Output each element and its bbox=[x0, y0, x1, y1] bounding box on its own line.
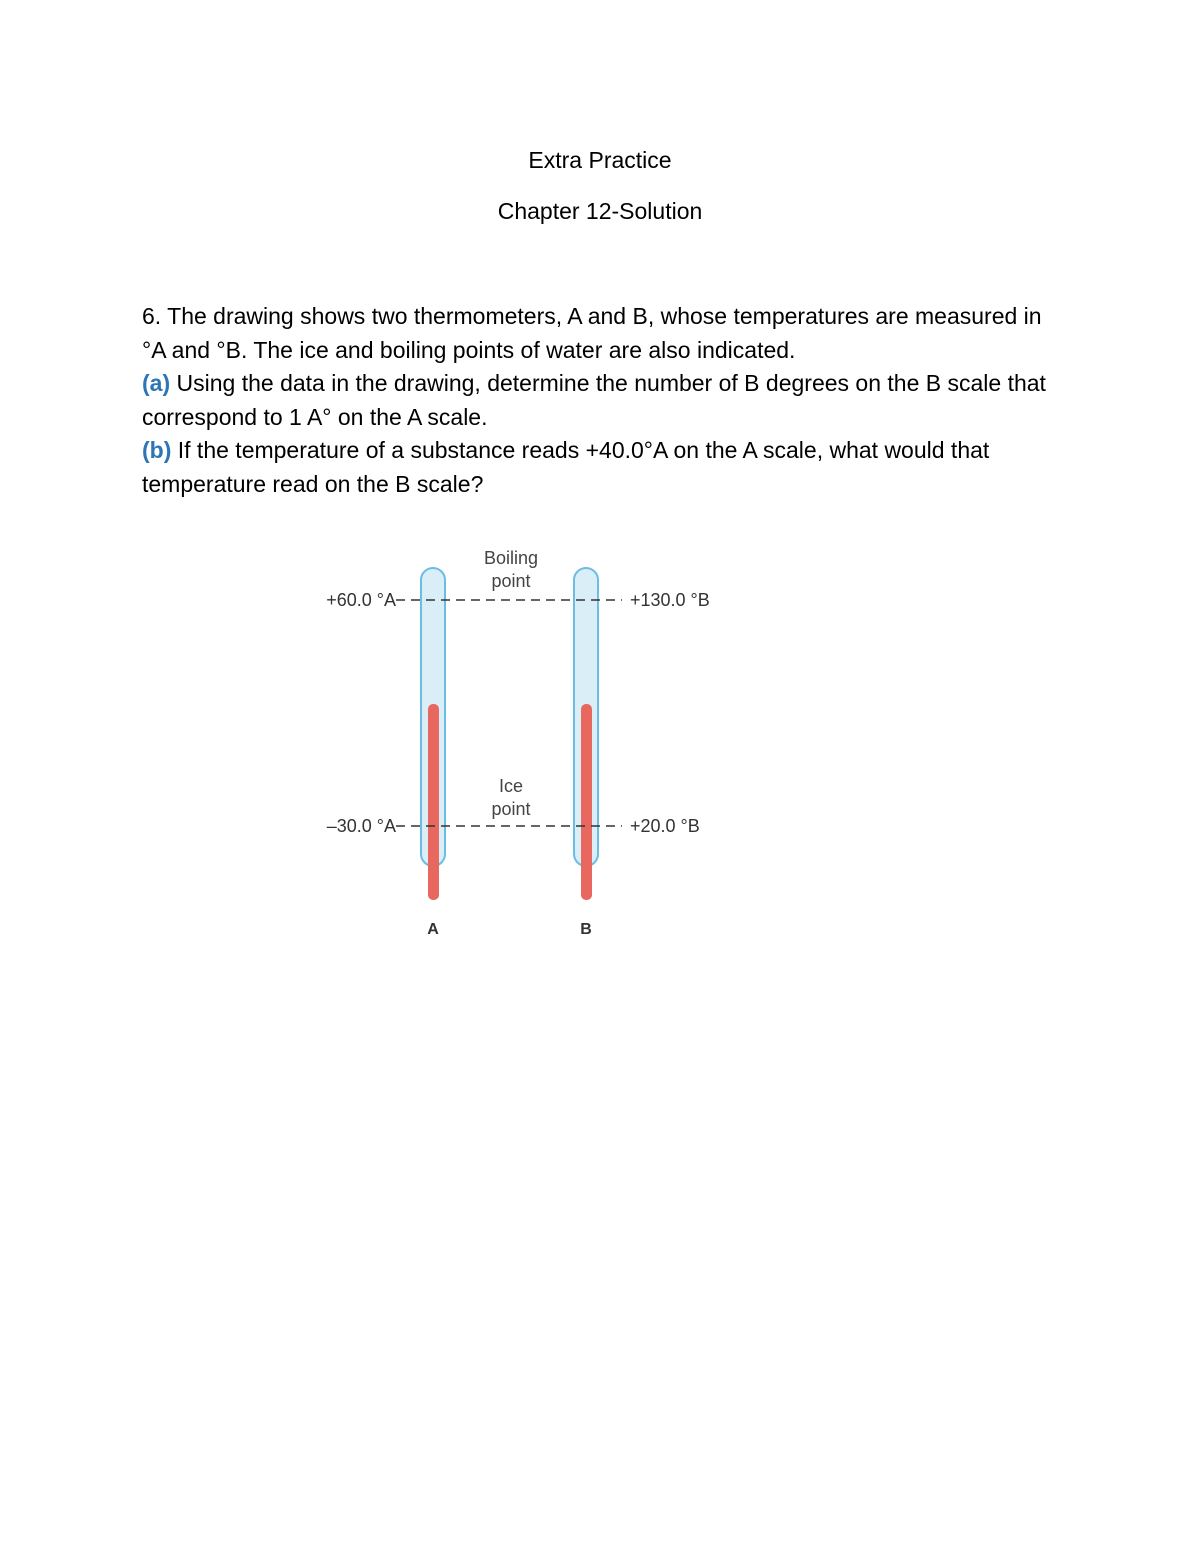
a-ice-label: –30.0 °A bbox=[326, 816, 396, 836]
thermometer-diagram bbox=[300, 540, 760, 950]
boiling-label-line2: point bbox=[491, 571, 531, 591]
document-subtitle: Chapter 12-Solution bbox=[497, 198, 703, 224]
thermometer-a-mercury bbox=[428, 704, 439, 900]
part-a-label: (a) bbox=[142, 370, 171, 396]
part-a-text: Using the data in the drawing, determine the number of B degrees on the B scale that correspond to 1 A° on the A scale. bbox=[142, 370, 1046, 430]
thermometer-b-name: B bbox=[580, 921, 592, 938]
ice-label-line2: point bbox=[491, 799, 531, 819]
part-a bbox=[142, 367, 1052, 434]
b-ice-label: +20.0 °B bbox=[630, 816, 700, 836]
a-boiling-label: +60.0 °A bbox=[326, 590, 396, 610]
ice-label-line1: Ice bbox=[498, 776, 524, 796]
problem-intro: 6. The drawing shows two thermometers, A and B, whose temperatures are measured in °A and °B. The ice and boiling points of water are also indicated. bbox=[142, 303, 1042, 363]
b-boiling-label: +130.0 °B bbox=[630, 590, 710, 610]
part-b-label: (b) bbox=[142, 437, 172, 463]
thermometer-b-mercury bbox=[581, 704, 592, 900]
thermometer-a-name: A bbox=[427, 921, 439, 938]
problem-text bbox=[142, 300, 1052, 501]
part-b bbox=[142, 434, 1052, 501]
thermometer-figure bbox=[300, 540, 760, 950]
document-title: Extra Practice bbox=[528, 147, 672, 173]
boiling-label-line1: Boiling bbox=[483, 548, 539, 568]
part-b-text: If the temperature of a substance reads +40.0°A on the A scale, what would that temperature read on the B scale? bbox=[142, 437, 990, 497]
